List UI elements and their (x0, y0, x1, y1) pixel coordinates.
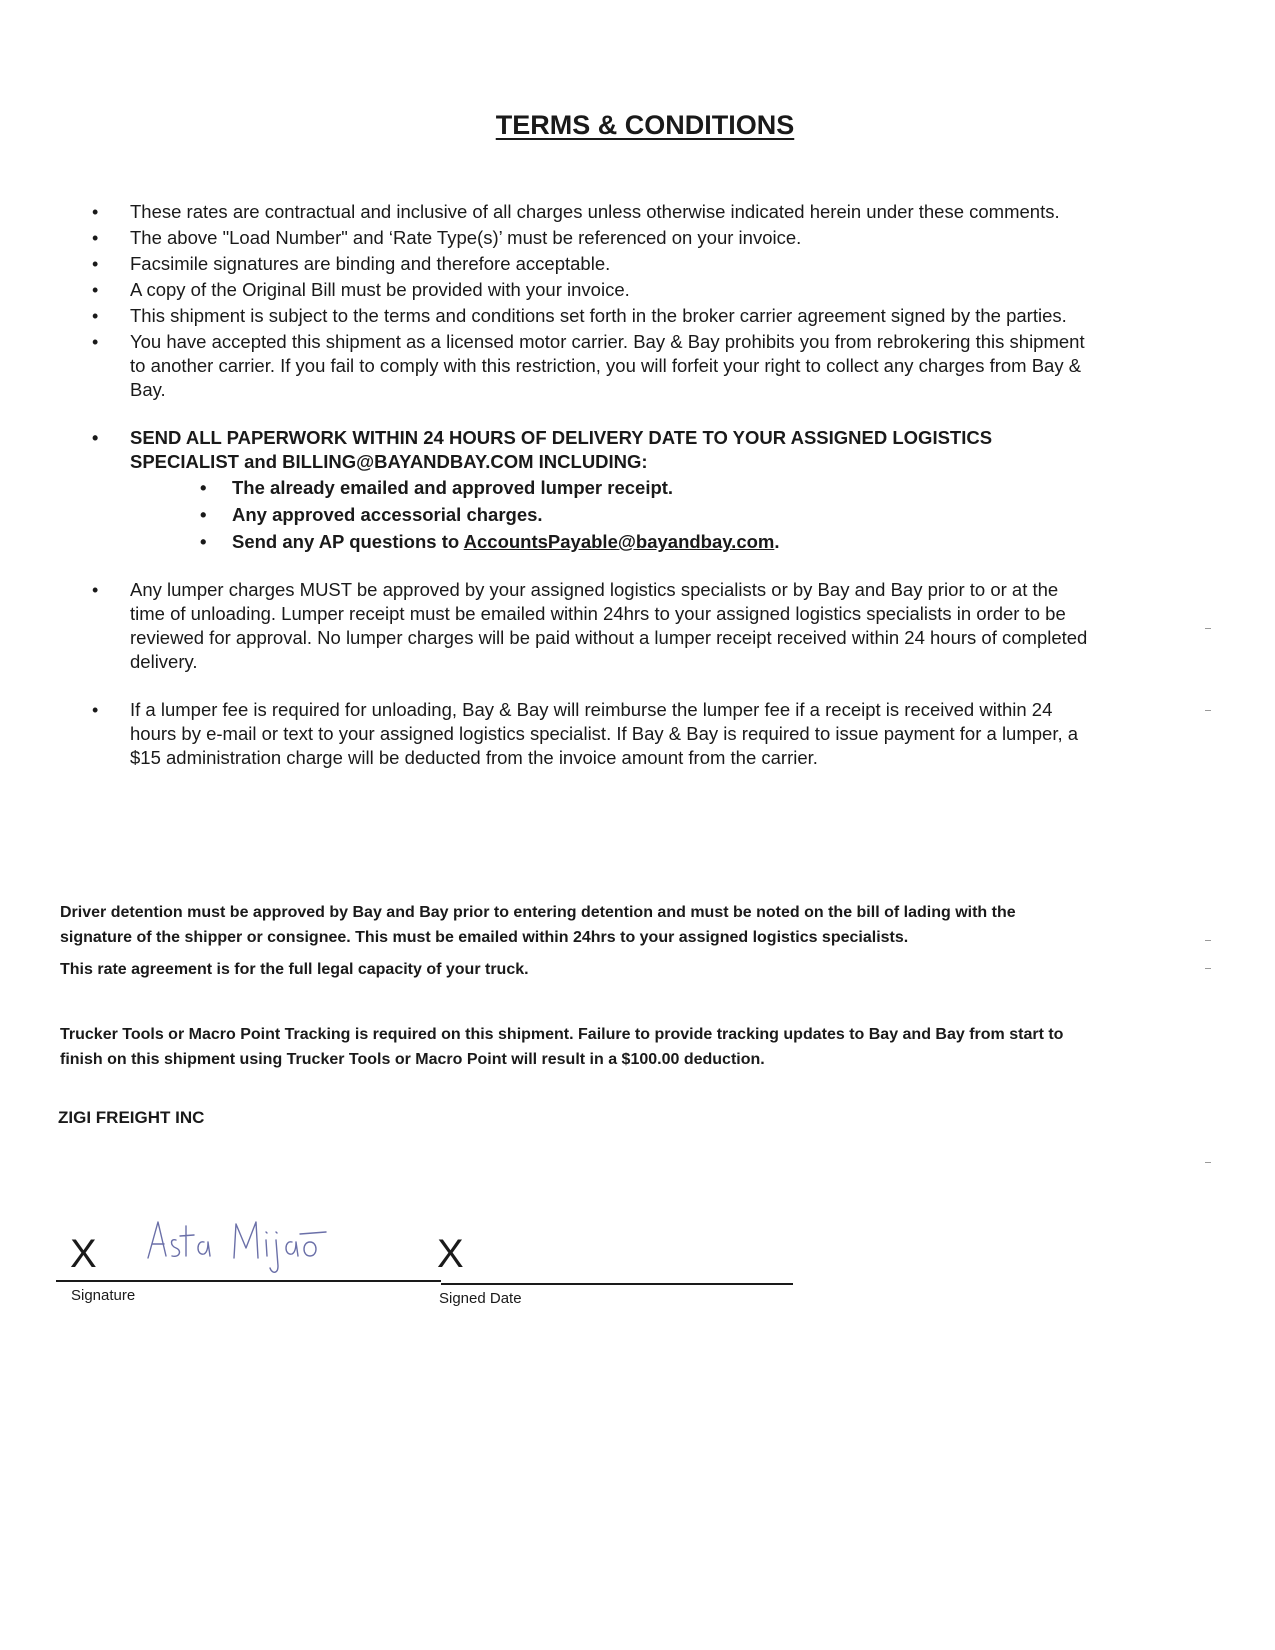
scan-mark (1205, 1162, 1211, 1163)
lumper-term: • Any lumper charges MUST be approved by your assigned logistics specialists or by Bay and Bay prior to or at the time of unloading. Lumper receipt must be emailed within 24hrs to your assigned logistics specialists in order to be reviewed for approval. No lumper charges will be paid without a lumper receipt received within 24 hours of completed delivery. (92, 578, 1092, 674)
term-item: • The above "Load Number" and ‘Rate Type(s)’ must be referenced on your invoice. (92, 226, 1092, 250)
lumper-term: • If a lumper fee is required for unloading, Bay & Bay will reimburse the lumper fee if a receipt is received within 24 hours by e-mail or text to your assigned logistics specialist. If Bay & Bay is required to issue payment for a lumper, a $15 administration charge will be deducted from the invoice amount from the carrier. (92, 698, 1092, 770)
date-x-mark: X (437, 1232, 464, 1276)
scan-mark (1205, 968, 1211, 969)
term-item: • A copy of the Original Bill must be provided with your invoice. (92, 278, 1092, 302)
tracking-paragraph: Trucker Tools or Macro Point Tracking is required on this shipment. Failure to provide tracking updates to Bay and Bay from start to finish on this shipment using Trucker Tools or Macro Point will result in a $100.00 deduction. (60, 1026, 1064, 1068)
signed-date-label: Signed Date (439, 1290, 522, 1307)
term-item: • This shipment is subject to the terms and conditions set forth in the broker carrier agreement signed by the parties. (92, 304, 1092, 328)
page-title: TERMS & CONDITIONS (495, 110, 795, 140)
scan-mark (1205, 940, 1211, 941)
scan-mark (1205, 710, 1211, 711)
handwritten-signature (140, 1208, 340, 1288)
term-item: • These rates are contractual and inclusive of all charges unless otherwise indicated herein under these comments. (92, 200, 1092, 224)
term-item: • Facsimile signatures are binding and therefore acceptable. (92, 252, 1092, 276)
ap-suffix: . (774, 531, 780, 552)
signature-x-mark: X (70, 1232, 97, 1276)
paperwork-heading: SEND ALL PAPERWORK WITHIN 24 HOURS OF DELIVERY DATE TO YOUR ASSIGNED LOGISTICS SPECIALIST and BILLING@BAYANDBAY.COM INCLUDING: (130, 427, 993, 472)
scan-mark (1205, 628, 1211, 629)
paperwork-sublist (130, 476, 1092, 554)
capacity-paragraph: This rate agreement is for the full legal capacity of your truck. (60, 961, 529, 978)
ap-email-link[interactable]: AccountsPayable@bayandbay.com (463, 531, 775, 552)
paperwork-item: • The already emailed and approved lumper receipt. (200, 476, 1092, 500)
signature-label: Signature (71, 1287, 136, 1304)
signed-date-line (441, 1283, 793, 1285)
detention-paragraph: Driver detention must be approved by Bay and Bay prior to entering detention and must be noted on the bill of lading with the signature of the shipper or consignee. This must be emailed within 24hrs to your assigned logistics specialists. (60, 904, 1016, 946)
term-item: • You have accepted this shipment as a licensed motor carrier. Bay & Bay prohibits you from rebrokering this shipment to another carrier. If you fail to comply with this restriction, you will forfeit your right to collect any charges from Bay & Bay. (92, 330, 1092, 402)
ap-prefix: Send any AP questions to (232, 531, 464, 552)
paperwork-term (92, 426, 1092, 554)
paperwork-item: • Any approved accessorial charges. (200, 503, 1092, 527)
company-name: ZIGI FREIGHT INC (58, 1108, 205, 1127)
terms-list (92, 200, 1092, 772)
paperwork-item-ap (200, 530, 1092, 554)
signature-line (56, 1280, 441, 1282)
